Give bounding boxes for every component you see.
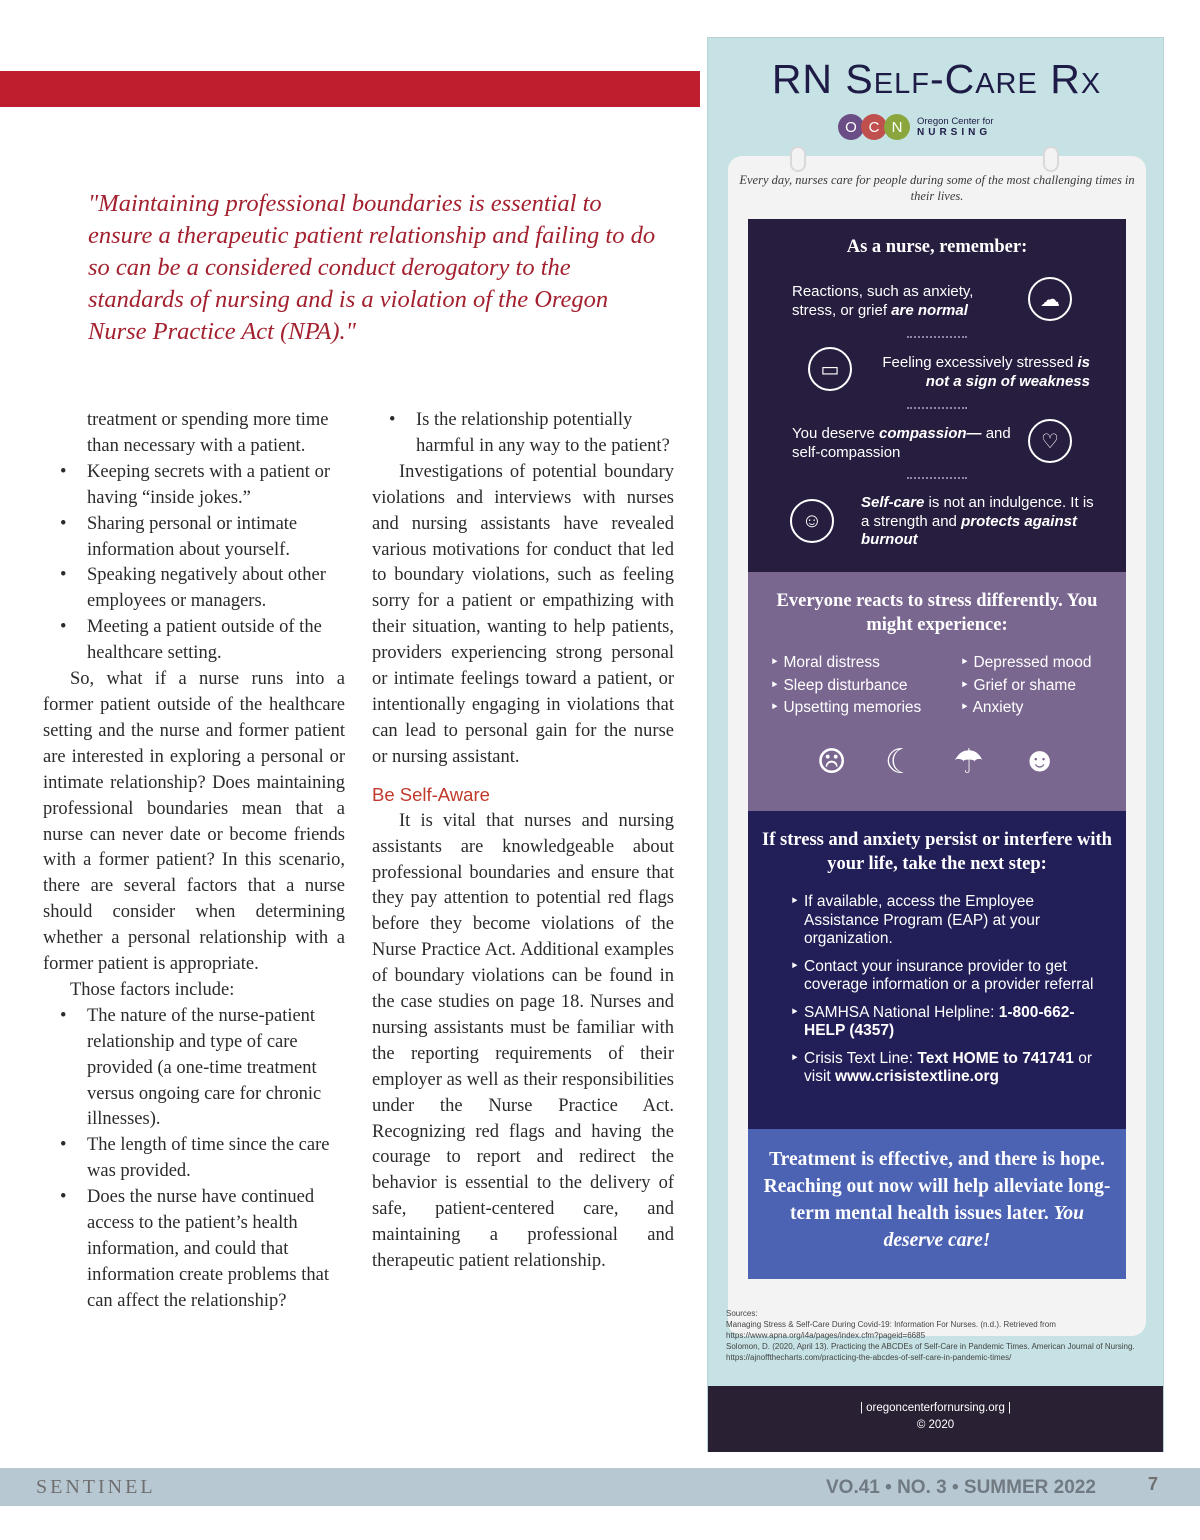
clipboard-clip bbox=[790, 146, 806, 172]
sleep-person-icon: ☾ bbox=[884, 744, 916, 781]
reminder-text: Feeling excessively stressed bbox=[882, 354, 1078, 371]
issue-info: VO.41 • NO. 3 • SUMMER 2022 bbox=[826, 1477, 1096, 1498]
continued-text: treatment or spending more time than necessary with a patient. bbox=[87, 410, 329, 456]
logo-line-2: NURSING bbox=[917, 127, 992, 138]
publication-name: SENTINEL bbox=[36, 1476, 156, 1498]
next-step-title: If stress and anxiety persist or interfere with your life, take the next step: bbox=[762, 830, 1112, 874]
logo-text bbox=[917, 116, 994, 138]
crisis-website: www.crisistextline.org bbox=[835, 1068, 999, 1085]
reminder-emphasis: protects against burnout bbox=[861, 512, 1077, 548]
list-item: • Is the relationship potentially harmful in any way to the patient? bbox=[372, 408, 674, 460]
article-column-2 bbox=[372, 408, 674, 1275]
reminder-text: is not an indulgence. It is a strength and bbox=[861, 494, 1094, 530]
list-item: • Keeping secrets with a patient or having “inside jokes.” bbox=[43, 460, 345, 512]
list-item: • Speaking negatively about other employees or managers. bbox=[43, 563, 345, 615]
stress-panel bbox=[748, 572, 1126, 811]
symptom: ‣ Grief or shame bbox=[960, 675, 1092, 698]
reminder-text: and self-compassion bbox=[792, 425, 1011, 461]
list-item: • Meeting a patient outside of the healthcare setting. bbox=[43, 615, 345, 667]
poster-footer bbox=[708, 1386, 1163, 1452]
hope-emphasis: You deserve care! bbox=[883, 1203, 1084, 1251]
self-care-poster bbox=[707, 37, 1164, 1452]
paragraph: Those factors include: bbox=[70, 979, 235, 1000]
next-steps bbox=[790, 893, 1110, 1096]
hope-panel bbox=[748, 1129, 1126, 1279]
symptom: ‣ Moral distress bbox=[770, 652, 921, 675]
page-footer-bar bbox=[0, 1468, 1200, 1506]
distress-person-icon: ☹ bbox=[816, 744, 847, 781]
source-citation: Managing Stress & Self-Care During Covid-19: Information For Nurses. (n.d.). Retrieved from https://www.apna.org/i4a/pages/index.cfm?pageid=6685 bbox=[726, 1320, 1056, 1340]
reminder-emphasis: are normal bbox=[891, 301, 968, 319]
hope-message bbox=[762, 1146, 1112, 1254]
logo-letter: O bbox=[838, 114, 864, 140]
divider bbox=[907, 407, 967, 409]
heart-hands-icon: ♡ bbox=[1028, 419, 1072, 463]
ocn-logo bbox=[838, 113, 994, 141]
step-item bbox=[790, 1004, 1110, 1041]
next-step-panel bbox=[748, 811, 1126, 1129]
symptom-icons bbox=[748, 742, 1126, 782]
poster-title: RN Self-Care Rx bbox=[771, 56, 1102, 102]
copyright: © 2020 bbox=[916, 1419, 955, 1431]
logo-letter: C bbox=[861, 114, 887, 140]
factors-list bbox=[43, 1004, 345, 1315]
meditation-icon: ☺ bbox=[790, 499, 834, 543]
stress-title: Everyone reacts to stress differently. You might experience: bbox=[776, 591, 1098, 635]
step-item: ‣ If available, access the Employee Assistance Program (EAP) at your organization. bbox=[790, 893, 1110, 949]
boundary-list-b bbox=[372, 408, 674, 460]
paragraph: So, what if a nurse runs into a former patient outside of the healthcare setting and the nurse and former patient are interested in exploring a personal or intimate relationship? Does maintaining professional boundaries mean that a nurse can never date or become friends with a former patient? In this scenario, there are several factors that a nurse should consider when determining whether a personal relationship with a former patient is appropriate. bbox=[43, 669, 345, 975]
poster-intro: Every day, nurses care for people during some of the most challenging times in their lives. bbox=[739, 173, 1135, 203]
page-number: 7 bbox=[1148, 1474, 1159, 1494]
symptom: ‣ Anxiety bbox=[960, 697, 1092, 720]
symptom: ‣ Depressed mood bbox=[960, 652, 1092, 675]
reminder-1 bbox=[792, 283, 1012, 320]
head-clasp-icon: ☻ bbox=[1021, 742, 1058, 779]
pull-quote: "Maintaining professional boundaries is essential to ensure a therapeutic patient relationship and failing to do so can be a considered conduct derogatory to the standards of nursing and is a violation of the Oregon Nurse Practice Act (NPA)." bbox=[88, 190, 656, 345]
symptom: ‣ Upsetting memories bbox=[770, 697, 921, 720]
red-header-bar bbox=[0, 71, 700, 107]
source-citation: Solomon, D. (2020, April 13). Practicing the ABCDEs of Self-Care in Pandemic Times. American Journal of Nursing. https://ajnoffthecharts.com/practicing-the-abcdes-of-self-care-in-pandemic-times/ bbox=[726, 1342, 1135, 1362]
head-cloud-icon: ☁ bbox=[1028, 277, 1072, 321]
remember-title: As a nurse, remember: bbox=[846, 237, 1028, 257]
paragraph: It is vital that nurses and nursing assistants are knowledgeable about professional boundaries and ensure that they pay attention to potential red flags before they become violations of the Nurse Practice Act. Additional examples of boundary violations can be found in the case studies on page 18. Nurses and nursing assistants must be familiar with the reporting requirements of their employer as well as their responsibilities under the Nurse Practice Act. Recognizing red flags and having the courage to report and redirect the behavior is essential to the delivery of safe, patient-centered care, and maintaining a professional and therapeutic patient relationship. bbox=[372, 810, 674, 1272]
symptom: ‣ Sleep disturbance bbox=[770, 675, 921, 698]
website-link: | oregoncenterfornursing.org | bbox=[859, 1402, 1012, 1414]
boundary-list-a bbox=[43, 460, 345, 667]
symptoms-left bbox=[770, 652, 921, 720]
helpline-number: 1-800-662-HELP (4357) bbox=[804, 1003, 1075, 1039]
article-column-1 bbox=[43, 408, 345, 1315]
reminder-3 bbox=[792, 425, 1012, 462]
crisis-text: Text HOME to 741741 bbox=[917, 1049, 1074, 1067]
head-battery-icon: ▭ bbox=[808, 347, 852, 391]
reminder-emphasis: is not a sign of weakness bbox=[925, 354, 1090, 390]
hope-text: Treatment is effective, and there is hope. Reaching out now will help alleviate long-term mental health issues later. bbox=[763, 1149, 1111, 1224]
list-item: • The nature of the nurse-patient relationship and type of care provided (a one-time treatment versus ongoing care for chronic illnesses). bbox=[43, 1004, 345, 1134]
symptoms-right bbox=[960, 652, 1092, 720]
step-text: SAMHSA National Helpline: bbox=[804, 1003, 999, 1021]
list-item: • Sharing personal or intimate information about yourself. bbox=[43, 512, 345, 564]
paragraph: Investigations of potential boundary violations and interviews with nurses and nursing assistants have revealed various motivations for conduct that led to boundary violations, such as feeling sorry for a patient or empathizing with their situation, wanting to help patients, providers experiencing strong personal or intimate feelings toward a patient, or intentionally engaging in violations that can lead to personal gain for the nurse or nursing assistant. bbox=[372, 461, 674, 767]
step-text: Crisis Text Line: bbox=[804, 1049, 918, 1067]
reminder-2 bbox=[870, 354, 1090, 391]
divider bbox=[907, 477, 967, 479]
reminder-text: You deserve bbox=[792, 425, 880, 442]
logo-line-1: Oregon Center for bbox=[917, 116, 994, 127]
step-item: ‣ Contact your insurance provider to get coverage information or a provider referral bbox=[790, 958, 1110, 995]
list-item: • Does the nurse have continued access to the patient’s health information, and could that information create problems that can affect the relationship? bbox=[43, 1185, 345, 1315]
sources bbox=[726, 1308, 1151, 1363]
rain-cloud-icon: ☂ bbox=[953, 744, 984, 781]
remember-panel bbox=[748, 219, 1126, 572]
step-item bbox=[790, 1050, 1110, 1087]
step-text: or visit bbox=[804, 1049, 1093, 1085]
logo-letter: N bbox=[884, 114, 910, 140]
reminder-emphasis: compassion— bbox=[879, 425, 982, 442]
reminder-emphasis: Self-care bbox=[861, 494, 925, 511]
section-heading: Be Self-Aware bbox=[372, 783, 490, 805]
list-item: • The length of time since the care was provided. bbox=[43, 1133, 345, 1185]
divider bbox=[907, 336, 967, 338]
reminder-text: Reactions, such as anxiety, stress, or grief bbox=[792, 283, 974, 319]
reminder-4 bbox=[861, 494, 1101, 550]
sources-label: Sources: bbox=[726, 1309, 758, 1318]
clipboard-clip bbox=[1043, 146, 1059, 172]
